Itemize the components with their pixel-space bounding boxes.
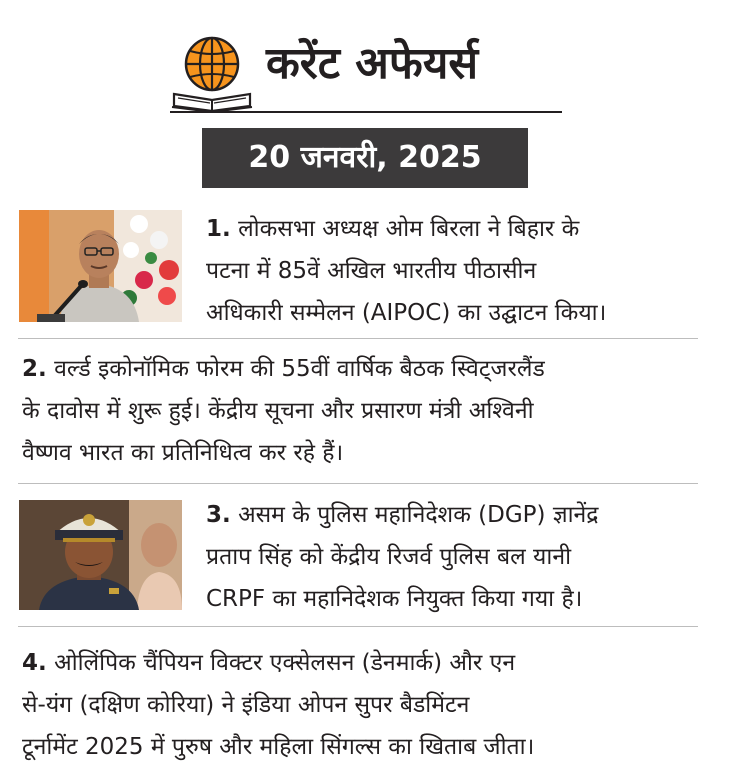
news-item-1 xyxy=(206,208,606,334)
news-line xyxy=(206,494,599,536)
globe-on-book-icon xyxy=(170,34,254,112)
news-line: अधिकारी सम्मेलन (AIPOC) का उद्घाटन किया। xyxy=(206,300,607,326)
news-number: 2. xyxy=(22,356,47,382)
news-text: असम के पुलिस महानिदेशक (DGP) ज्ञानेंद्र xyxy=(238,502,599,528)
separator xyxy=(18,626,698,627)
news-text: वर्ल्ड इकोनॉमिक फोरम की 55वीं वार्षिक बैठक स्विट्जरलैंड xyxy=(54,356,545,382)
separator xyxy=(18,338,698,339)
news-line: प्रताप सिंह को केंद्रीय रिजर्व पुलिस बल यानी xyxy=(206,544,572,570)
news-item-3 xyxy=(206,494,599,620)
separator xyxy=(18,483,698,484)
news-line xyxy=(22,642,534,684)
news-line xyxy=(22,348,545,390)
news-number: 4. xyxy=(22,650,47,676)
news-item-2 xyxy=(22,348,545,474)
page-title: करेंट अफेयर्स xyxy=(266,38,479,89)
news-line: वैष्णव भारत का प्रतिनिधित्व कर रहे हैं। xyxy=(22,440,344,466)
news-number: 3. xyxy=(206,502,231,528)
news-line xyxy=(206,208,606,250)
om-birla-photo xyxy=(19,210,182,322)
title-underline xyxy=(170,111,562,113)
news-text: लोकसभा अध्यक्ष ओम बिरला ने बिहार के xyxy=(238,216,580,242)
news-line: पटना में 85वें अखिल भारतीय पीठासीन xyxy=(206,258,537,284)
news-item-4 xyxy=(22,642,534,768)
police-officer-photo xyxy=(19,500,182,610)
news-line: के दावोस में शुरू हुई। केंद्रीय सूचना और प्रसारण मंत्री अश्विनी xyxy=(22,398,534,424)
news-text: ओलिंपिक चैंपियन विक्टर एक्सेलसन (डेनमार्क) और एन xyxy=(54,650,516,676)
date-banner: 20 जनवरी, 2025 xyxy=(202,128,528,188)
news-line: से-यंग (दक्षिण कोरिया) ने इंडिया ओपन सुपर बैडमिंटन xyxy=(22,692,470,718)
news-line: CRPF का महानिदेशक नियुक्त किया गया है। xyxy=(206,586,583,612)
header xyxy=(0,0,730,120)
news-number: 1. xyxy=(206,216,231,242)
news-line: टूर्नामेंट 2025 में पुरुष और महिला सिंगल्स का खिताब जीता। xyxy=(22,734,535,760)
